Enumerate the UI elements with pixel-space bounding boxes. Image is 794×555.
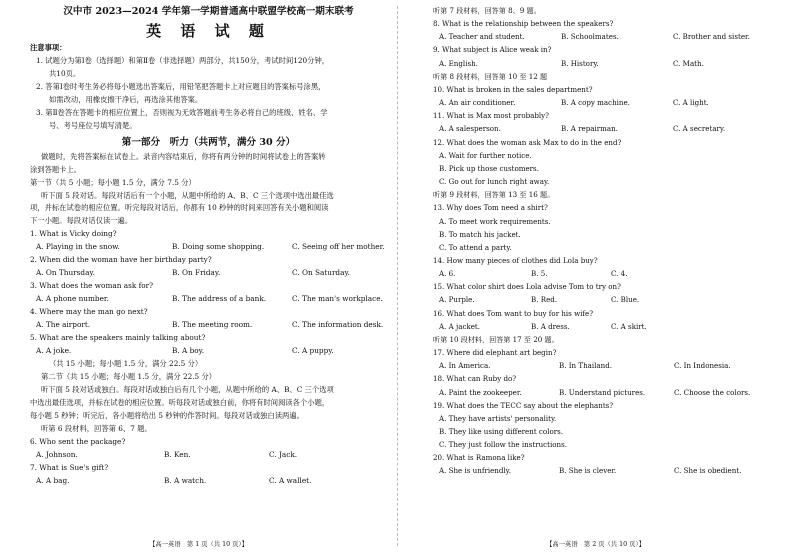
option-b: B. A copy machine. — [561, 98, 630, 108]
section2-intro: 中选出最佳选项，并标在试卷的相应位置。听每段对话或独白前，你将有时间阅读各个小题， — [30, 397, 330, 407]
option-c: C. To attend a party. — [439, 242, 512, 252]
option-c: C. Math. — [673, 58, 704, 68]
option-b: B. A boy. — [172, 345, 205, 355]
option-a: A. Purple. — [439, 295, 475, 305]
note-line: 号、考号座位号填写清楚。 — [49, 120, 137, 130]
listen-instruction: 听第 9 段材料，回答第 13 至 16 题。 — [433, 190, 555, 200]
option-a: A. In America. — [439, 361, 491, 371]
option-b: B. Ken. — [164, 449, 191, 459]
question-text: 4. Where may the man go next? — [30, 307, 148, 317]
option-c: C. Jack. — [269, 449, 298, 459]
question-text: 18. What can Ruby do? — [433, 374, 517, 384]
question-options — [433, 320, 778, 333]
option-b: B. The address of a bank. — [172, 294, 267, 304]
question-text: 11. What is Max most probably? — [433, 111, 549, 121]
part-heading: 第一部分 听力（共两节，满分 30 分） — [121, 136, 296, 148]
option-b: B. A repairman. — [561, 124, 618, 134]
option-c: C. Go out for lunch right away. — [439, 177, 550, 187]
option-a: A. Teacher and student. — [439, 32, 525, 42]
listen-instruction: 听第 7 段材料，回答第 8、9 题。 — [433, 6, 541, 15]
option-a: A. A salesperson. — [439, 124, 501, 134]
question-options — [433, 359, 778, 372]
question-text: 14. How many pieces of clothes did Lola buy? — [433, 255, 598, 265]
question-options — [30, 345, 387, 358]
option-a: A. Johnson. — [36, 449, 78, 459]
option-b: B. Pick up those customers. — [439, 163, 539, 173]
question-options — [433, 464, 778, 477]
section2-heading: 第二节（共 15 小题；每小题 1.5 分，满分 22.5 分） — [41, 371, 217, 381]
section1-intro: 项，并标在试卷的相应位置。听完每段对话后，你都有 10 秒钟的时间来回答有关小题和阅读 — [30, 203, 329, 213]
option-a: A. A bag. — [36, 475, 70, 485]
option-a: A. They have artists' personality. — [439, 413, 557, 423]
note-line: 如需改动，用橡皮擦干净后，再选涂其他答案。 — [49, 94, 203, 104]
question-text: 13. Why does Tom need a shirt? — [433, 203, 548, 213]
question-text: 19. What does the TECC say about the elephants? — [433, 400, 614, 410]
option-c: C. A skirt. — [611, 321, 647, 331]
question-options — [30, 449, 387, 462]
option-a: A. She is unfriendly. — [439, 466, 511, 476]
question-options — [433, 57, 778, 70]
option-a: A. Paint the zookeeper. — [439, 387, 522, 397]
option-c: C. A puppy. — [292, 345, 334, 355]
option-b: B. A watch. — [164, 475, 207, 485]
option-c: C. Blue. — [611, 295, 640, 305]
section1-heading: 第一节（共 5 小题；每小题 1.5 分，满分 7.5 分） — [30, 177, 196, 187]
option-c: C. On Saturday. — [292, 268, 350, 278]
question-options — [30, 267, 387, 280]
option-b: B. On Friday. — [172, 268, 221, 278]
option-a: A. 6. — [439, 269, 456, 279]
question-text: 15. What color shirt does Lola advise Tom to try on? — [433, 282, 621, 292]
question-options — [433, 122, 778, 135]
option-a: A. The airport. — [36, 320, 91, 330]
listen-instruction: 听第 10 段材料，回答第 17 至 20 题。 — [433, 334, 559, 344]
option-a: A. A jacket. — [439, 321, 481, 331]
option-b: B. 5. — [531, 269, 548, 279]
section2-intro: 听下面 5 段对话或独白。每段对话或独白后有几个小题，从题中所给的 A、B、C 三个选项 — [41, 384, 334, 394]
exam-title: 汉中市 2023—2024 学年第一学期普通高中联盟学校高一期末联考 — [63, 6, 354, 17]
question-options — [30, 241, 387, 254]
option-c: C. She is obedient. — [674, 466, 742, 476]
question-options — [433, 96, 778, 109]
part-intro: 做题时，先将答案标在试卷上。录音内容结束后，你将有两分钟的时间将试卷上的答案转 — [41, 151, 326, 161]
question-options — [30, 475, 387, 488]
question-text: 16. What does Tom want to buy for his wife? — [433, 308, 594, 318]
question-options — [30, 319, 387, 332]
option-c: C. A light. — [673, 98, 709, 108]
option-a: A. An air conditioner. — [439, 98, 516, 108]
question-options — [433, 30, 778, 43]
option-b: B. A dress. — [531, 321, 570, 331]
option-c: C. The man's workplace. — [292, 294, 383, 304]
page-footer: 【高一英语 第 2 页（共 10 页）】 — [546, 541, 645, 548]
listen-instruction: 听第 6 段材料，回答第 6、7 题。 — [41, 423, 152, 433]
question-text: 1. What is Vicky doing? — [30, 229, 117, 239]
option-b: B. She is clever. — [559, 466, 617, 476]
option-c: C. In Indonesia. — [674, 361, 731, 371]
option-a: A. A phone number. — [36, 294, 109, 304]
option-c: C. 4. — [611, 269, 628, 279]
option-b: B. To match his jacket. — [439, 229, 521, 239]
option-c: C. A secretary. — [673, 124, 726, 134]
question-text: 9. What subject is Alice weak in? — [433, 45, 552, 55]
question-options — [433, 267, 778, 280]
listen-instruction: 听第 8 段材料，回答第 10 至 12 题 — [433, 71, 548, 81]
section1-intro: 听下面 5 段对话。每段对话后有一个小题，从题中所给的 A、B、C 三个选项中选出最佳选 — [41, 190, 334, 200]
note-line: 3. 第Ⅱ卷答在答题卡的相应位置上，否则视为无效答题前考生务必将自己的班级、姓名、学 — [36, 107, 328, 117]
question-text: 17. Where did elephant art begin? — [433, 348, 557, 358]
question-options — [30, 293, 387, 306]
option-c: C. Seeing off her mother. — [292, 242, 385, 252]
question-text: 2. When did the woman have her birthday party? — [30, 255, 212, 265]
option-b: B. Understand pictures. — [559, 387, 646, 397]
exam-page-2 — [397, 0, 794, 555]
notes-heading: 注意事项： — [30, 43, 67, 52]
option-c: C. The information desk. — [292, 320, 384, 330]
note-line: 1. 试题分为第Ⅰ卷（选择题）和第Ⅱ卷（非选择题）两部分，共150分，考试时间120分钟， — [36, 55, 330, 65]
option-a: A. English. — [439, 58, 478, 68]
question-options — [433, 293, 778, 306]
note-line: 2. 答第Ⅰ卷时考生务必将每小题选出答案后，用铅笔把答题卡上对应题目的答案标号涂黑， — [36, 81, 326, 91]
option-b: B. Doing some shopping. — [172, 242, 265, 252]
option-a: A. On Thursday. — [36, 268, 95, 278]
option-a: A. To meet work requirements. — [439, 216, 551, 226]
option-b: B. They like using different colors. — [439, 427, 563, 436]
section2-heading-cont: （共 15 小题；每小题 1.5 分，满分 22.5 分） — [49, 358, 203, 368]
question-text: 6. Who sent the package? — [30, 436, 126, 446]
option-a: A. A joke. — [36, 345, 72, 355]
option-c: C. Choose the colors. — [674, 387, 751, 397]
note-line: 共10页。 — [49, 68, 81, 78]
option-b: B. History. — [561, 58, 599, 68]
page-footer: 【高一英语 第 1 页（共 10 页）】 — [149, 541, 248, 548]
question-text: 7. What is Sue's gift? — [30, 462, 109, 472]
option-a: A. Playing in the snow. — [36, 242, 120, 252]
question-text: 10. What is broken in the sales department? — [433, 84, 593, 94]
option-b: B. In Thailand. — [559, 361, 613, 371]
option-c: C. They just follow the instructions. — [439, 440, 567, 450]
option-c: C. Brother and sister. — [673, 32, 750, 42]
section2-intro: 每小题 5 秒钟；听完后，各小题将给出 5 秒钟的作答时间。每段对话或独白读两遍。 — [30, 410, 304, 420]
question-text: 12. What does the woman ask Max to do in the end? — [433, 137, 622, 147]
question-options — [433, 386, 778, 399]
section1-intro: 下一小题。每段对话仅读一遍。 — [30, 216, 133, 226]
question-text: 3. What does the woman ask for? — [30, 281, 154, 291]
question-text: 8. What is the relationship between the speakers? — [433, 19, 614, 29]
option-b: B. Red. — [531, 295, 558, 305]
subject-title: 英 语 试 题 — [146, 22, 271, 40]
option-a: A. Wait for further notice. — [439, 150, 532, 160]
part-intro: 涂到答题卡上。 — [30, 164, 82, 174]
question-text: 5. What are the speakers mainly talking about? — [30, 333, 206, 343]
option-c: C. A wallet. — [269, 475, 312, 485]
option-b: B. Schoolmates. — [561, 32, 619, 42]
question-text: 20. What is Ramona like? — [433, 453, 525, 463]
option-b: B. The meeting room. — [172, 320, 253, 330]
